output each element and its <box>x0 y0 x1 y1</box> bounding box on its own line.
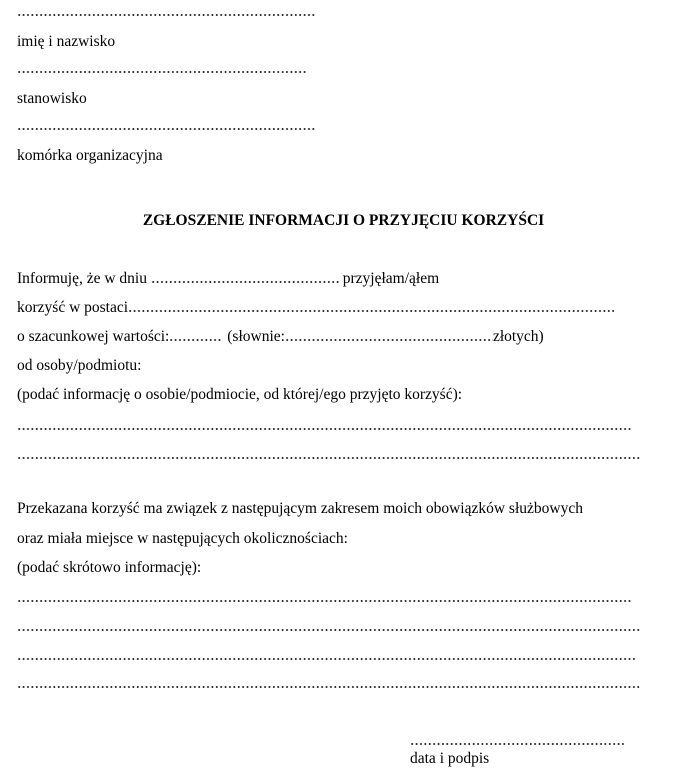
from-person-field-1[interactable] <box>17 428 632 430</box>
from-person-label: od osoby/podmiotu: <box>17 357 142 374</box>
value-currency: złotych) <box>492 328 544 345</box>
circumstances-field-2[interactable] <box>17 629 641 631</box>
value-field[interactable] <box>169 339 223 341</box>
document-title: ZGŁOSZENIE INFORMACJI O PRZYJĘCIU KORZYŚCI <box>142 212 545 229</box>
date-suffix: przyjęłam/ąłem <box>338 270 440 287</box>
department-label: komórka organizacyjna <box>17 147 163 164</box>
department-field-line[interactable] <box>17 128 315 130</box>
value-line <box>17 328 544 346</box>
name-label: imię i nazwisko <box>17 33 116 50</box>
date-field[interactable] <box>151 281 339 283</box>
circumstances-field-4[interactable] <box>17 686 641 688</box>
signature-label: data i podpis <box>410 750 490 767</box>
benefit-form-field[interactable] <box>128 310 614 312</box>
value-prefix: o szacunkowej wartości: <box>17 328 170 345</box>
date-line <box>17 270 439 288</box>
benefit-form-prefix: korzyść w postaci <box>17 299 129 316</box>
circumstances-field-1[interactable] <box>17 600 632 602</box>
from-person-hint: (podać informację o osobie/podmiocie, od której/ego przyjęto korzyść): <box>17 386 463 403</box>
value-words-field[interactable] <box>285 339 493 341</box>
date-prefix: Informuję, że w dniu <box>17 270 151 287</box>
relation-hint: (podać skrótowo informację): <box>17 559 202 576</box>
relation-text-1: Przekazana korzyść ma związek z następującym zakresem moich obowiązków służbowych <box>17 500 583 517</box>
signature-field[interactable] <box>410 743 626 745</box>
benefit-form-line <box>17 299 614 317</box>
position-field-line[interactable] <box>17 71 307 73</box>
name-field-line[interactable] <box>17 14 315 16</box>
relation-text-2: oraz miała miejsce w następujących okolicznościach: <box>17 530 348 547</box>
value-words-prefix: (słownie: <box>223 328 285 345</box>
from-person-field-2[interactable] <box>17 457 641 459</box>
position-label: stanowisko <box>17 90 87 107</box>
circumstances-field-3[interactable] <box>17 658 637 660</box>
